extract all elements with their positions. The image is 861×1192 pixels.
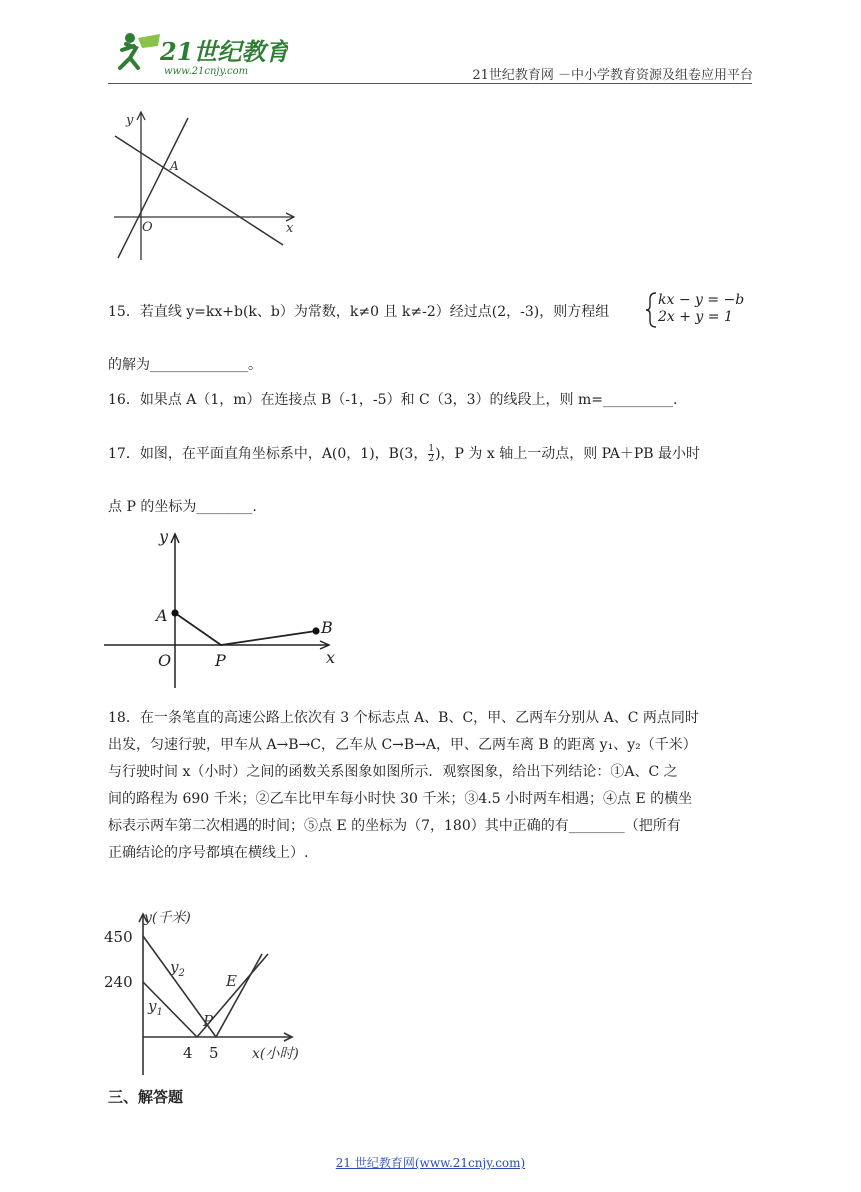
fig3-tick-5: 5 [209, 1044, 219, 1062]
question-17-line-1: 17．如图，在平面直角坐标系中，A(0，1)，B(3， $\frac{1}{2}$ )，P 为 x 轴上一动点，则 PA＋PB 最小时 [108, 443, 701, 464]
q18-line: 标表示两车第二次相遇的时间；⑤点 E 的坐标为（7，180）其中正确的有________（把所有 [108, 818, 681, 834]
fig1-y-label: y [126, 113, 134, 128]
question-15-line-1: 15．若直线 y=kx+b(k、b）为常数，k≠0 且 k≠-2）经过点(2，-3)，则方程组 [108, 304, 610, 320]
q18-line: 间的路程为 690 千米；②乙车比甲车每小时快 30 千米；③4.5 小时两车相遇；④点 E 的横坐 [108, 791, 693, 807]
fraction-half: $\frac{1}{2}$ [428, 443, 435, 464]
footer-link[interactable]: 21 世纪教育网(www.21cnjy.com) [335, 1156, 526, 1170]
fig2-origin-label: O [158, 651, 172, 670]
fig3-tick-4: 4 [183, 1044, 193, 1062]
fig1-x-label: x [286, 221, 294, 236]
fig3-y-axis-label: y(千米) [144, 910, 191, 926]
q18-line: 出发，匀速行驶，甲车从 A→B→C，乙车从 C→B→A，甲、乙两车离 B 的距离 y₁、y₂（千米） [108, 737, 697, 753]
fig3-x-axis-label: x(小时) [252, 1046, 299, 1062]
runner-icon [120, 33, 160, 68]
logo-url: www.21cnjy.com [164, 66, 249, 77]
figure-1 [108, 108, 298, 268]
site-logo [108, 28, 288, 80]
brace-icon [644, 291, 658, 329]
equation-1: kx − y = −b [658, 292, 745, 308]
logo-text: 21世纪教育 [160, 37, 288, 66]
fig3-tick-240: 240 [104, 973, 133, 991]
q18-line: 正确结论的序号都填在横线上）. [108, 845, 309, 861]
q18-line: 与行驶时间 x（小时）之间的函数关系图象如图所示．观察图象，给出下列结论：①A、C 之 [108, 764, 678, 780]
question-16: 16．如果点 A（1，m）在连接点 B（-1，-5）和 C（3，3）的线段上，则 m=__________. [108, 392, 678, 408]
header-divider [108, 83, 752, 84]
question-18 [108, 705, 758, 867]
header-site-text: 21世纪教育网 －中小学教育资源及组卷应用平台 [472, 68, 753, 83]
q18-line: 18．在一条笔直的高速公路上依次有 3 个标志点 A、B、C，甲、乙两车分别从 A、C 两点同时 [108, 710, 699, 726]
fig3-p-label: P [203, 1012, 214, 1030]
fig3-tick-450: 450 [104, 928, 133, 946]
fig2-a-label: A [156, 606, 168, 625]
fig1-point-a-label: A [170, 159, 179, 173]
fig3-e-label: E [226, 972, 237, 990]
figure-2 [104, 524, 344, 689]
fig2-y-label: y [159, 527, 169, 546]
fig3-y2-label: $y_2$ [170, 958, 185, 979]
fig1-origin-label: O [142, 220, 153, 235]
figure-3 [102, 908, 317, 1076]
fig2-x-label: x [326, 648, 336, 667]
section-title: 三、解答题 [108, 1088, 184, 1106]
fig2-p-label: P [215, 651, 226, 670]
fig2-b-label: B [321, 618, 333, 637]
equation-2: 2x + y = 1 [658, 309, 733, 325]
fig3-y1-label: $y_1$ [148, 997, 163, 1018]
question-15-line-2: 的解为______________。 [108, 357, 262, 373]
question-17-line-2: 点 P 的坐标为________. [108, 499, 257, 515]
